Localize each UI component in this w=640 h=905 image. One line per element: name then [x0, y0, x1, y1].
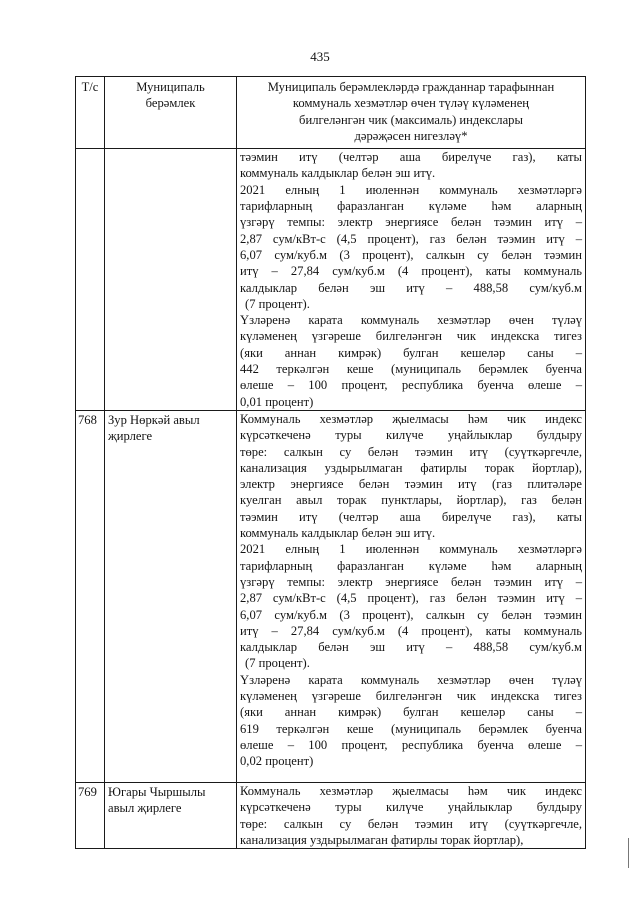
- row-number-cell: [76, 149, 105, 411]
- municipality-name-line: җирлеге: [108, 429, 153, 444]
- text-line: 2021 елның 1 июленнән коммуналь хезмәтләргә: [240, 182, 582, 197]
- text-line: өлеше – 100 процент, республика буенча өлеше –: [240, 737, 582, 752]
- municipality-name-line: Зур Нөркәй авыл: [108, 412, 200, 427]
- text-line: калдыклар белән эш итү – 488,58 сум/куб.м: [240, 280, 582, 295]
- text-line: үзгәрү темпы: электр энергиясе белән тәэмин итү –: [240, 215, 582, 230]
- header-line: дәрәҗәсен нигезләү*: [354, 128, 468, 143]
- row-number: [76, 149, 104, 150]
- text-line: итү – 27,84 сум/куб.м (4 процент), каты коммуналь: [240, 623, 582, 638]
- municipality-cell: [105, 782, 237, 848]
- text-line: канализация уздырылмаган фатирлы торак йортлар),: [240, 460, 582, 475]
- municipality-name-line: Югары Чыршылы: [108, 784, 206, 799]
- margin-mark: [628, 838, 629, 868]
- text-line: коммуналь калдыклар белән эш итү.: [240, 526, 436, 541]
- text-line: 442 теркәлгән кеше (муниципаль берәмлек буенча: [240, 362, 582, 377]
- header-line: Муниципаль берәмлекләрдә гражданнар тарафыннан: [267, 80, 555, 94]
- text-line: тәэмин итү (челтәр аша бирелүче газ), каты: [240, 509, 582, 524]
- text-line: калдыклар белән эш итү – 488,58 сум/куб.м: [240, 640, 582, 655]
- header-municipality: [105, 77, 237, 149]
- justification-paragraph: [240, 672, 582, 770]
- text-line: тәэмин итү (челтәр аша бирелүче газ), каты: [240, 150, 582, 165]
- text-line: Үзләренә карата коммуналь хезмәтләр өчен түләү: [240, 672, 582, 687]
- justification-paragraph: [240, 149, 582, 182]
- text-line: 6,07 сум/куб.м (3 процент), салкын су белән тәэмин: [240, 607, 582, 622]
- justification-paragraph: [240, 182, 582, 312]
- justification-paragraph: [240, 312, 582, 410]
- text-line: үзгәрү темпы: электр энергиясе белән тәэмин итү –: [240, 574, 582, 589]
- municipality-cell: [105, 410, 237, 782]
- row-number-cell: [76, 782, 105, 848]
- text-line: 619 теркәлгән кеше (муниципаль берәмлек буенча: [240, 721, 582, 736]
- text-line: тарифларның фаразланган күләме һәм аларның: [240, 558, 582, 573]
- text-line: төре: салкын су белән тәэмин итү (суүткәргечле,: [240, 444, 582, 459]
- text-line: тарифларның фаразланган күләме һәм аларның: [240, 199, 582, 214]
- text-line: 2,87 сум/кВт-с (4,5 процент), газ белән тәэмин итү –: [240, 591, 582, 606]
- municipality-cell: [105, 149, 237, 411]
- text-line: 6,07 сум/куб.м (3 процент), салкын су белән тәэмин: [240, 247, 582, 262]
- text-line: күрсәткеченә туры килүче уңайлыклар булдыру: [240, 800, 582, 815]
- index-justification-cell: [237, 410, 586, 782]
- table-row: [76, 149, 586, 411]
- page-number: 435: [310, 49, 330, 64]
- table-header-row: [76, 77, 586, 149]
- row-number: 768: [78, 412, 97, 427]
- text-line: Коммуналь хезмәтләр җыелмасы һәм чик индекс: [240, 783, 582, 798]
- text-line: 2,87 сум/кВт-с (4,5 процент), газ белән тәэмин итү –: [240, 231, 582, 246]
- text-line: (яки аннан кимрәк) булган кешеләр саны –: [240, 705, 582, 720]
- text-line: коммуналь калдыклар белән эш итү.: [240, 166, 436, 181]
- text-line: итү – 27,84 сум/куб.м (4 процент), каты коммуналь: [240, 264, 582, 279]
- text-line: (яки аннан кимрәк) булган кешеләр саны –: [240, 345, 582, 360]
- text-line: 0,02 процент): [240, 754, 314, 769]
- text-line: (7 процент).: [245, 296, 310, 311]
- text-line: Үзләренә карата коммуналь хезмәтләр өчен түләү: [240, 313, 582, 328]
- table-row: [76, 410, 586, 782]
- text-line: (7 процент).: [245, 656, 310, 671]
- header-line: билгеләнгән чик (максималь) индекслары: [299, 112, 523, 127]
- text-line: куелган авыл торак пунктлары, йортлар), газ белән: [240, 493, 582, 508]
- municipality-name-line: авыл җирлеге: [108, 801, 182, 816]
- header-index-justification: [237, 77, 586, 149]
- text-line: күләменең үзгәреше билгеләнгән чик индекска тигез: [240, 688, 582, 703]
- text-line: 0,01 процент): [240, 394, 314, 409]
- text-line: 2021 елның 1 июленнән коммуналь хезмәтләргә: [240, 542, 582, 557]
- text-line: электр энергиясе белән тәэмин итү (газ плитәләре: [240, 477, 582, 492]
- header-line: берәмлек: [145, 96, 196, 111]
- text-line: канализация уздырылмаган фатирлы торак йортлар),: [240, 832, 524, 847]
- table-row: [76, 782, 586, 848]
- text-line: төре: салкын су белән тәэмин итү (суүткәргечле,: [240, 816, 582, 831]
- index-justification-cell: [237, 782, 586, 848]
- row-number: 769: [78, 784, 97, 799]
- header-line: коммуналь хезмәтләр өчен түләү күләменең: [292, 96, 530, 111]
- text-line: күләменең үзгәреше билгеләнгән чик индекска тигез: [240, 329, 582, 344]
- row-number-cell: [76, 410, 105, 782]
- text-line: өлеше – 100 процент, республика буенча өлеше –: [240, 378, 582, 393]
- municipal-index-table: [75, 76, 586, 849]
- justification-paragraph: [240, 411, 582, 541]
- text-line: Коммуналь хезмәтләр җыелмасы һәм чик индекс: [240, 411, 582, 426]
- text-line: күрсәткеченә туры килүче уңайлыклар булдыру: [240, 428, 582, 443]
- justification-paragraph: [240, 541, 582, 671]
- justification-paragraph: [240, 783, 582, 848]
- header-number: Т/с: [76, 77, 105, 149]
- header-line: Муниципаль: [136, 80, 205, 94]
- index-justification-cell: [237, 149, 586, 411]
